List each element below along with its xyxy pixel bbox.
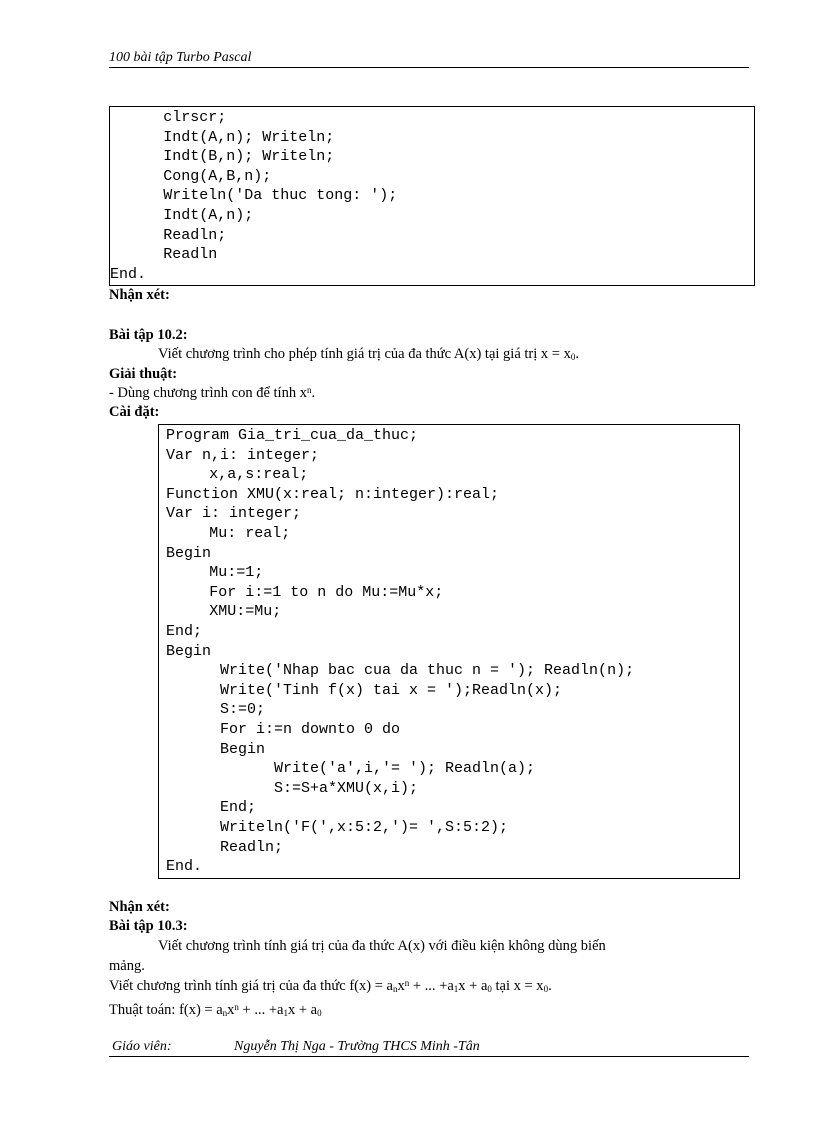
superscript: n bbox=[404, 978, 410, 988]
subscript: 0 bbox=[487, 984, 492, 994]
code-line: For i:=1 to n do Mu:=Mu*x; bbox=[209, 583, 444, 601]
impl-label: Cài đặt: bbox=[109, 404, 160, 420]
algo-x: x bbox=[227, 1002, 235, 1018]
superscript: n bbox=[306, 385, 312, 395]
subscript: n bbox=[392, 984, 398, 994]
code-line: Var i: integer; bbox=[166, 505, 302, 523]
para2-mid: + ... +a bbox=[409, 978, 454, 994]
code-line: XMU:=Mu; bbox=[209, 603, 282, 621]
algorithm-text-content: - Dùng chương trình con để tính x bbox=[109, 385, 307, 401]
code-line: End; bbox=[220, 799, 257, 817]
exercise-3-heading: Bài tập 10.3: bbox=[109, 918, 188, 934]
code-line: Begin bbox=[166, 544, 212, 562]
code-line: Program Gia_tri_cua_da_thuc; bbox=[166, 427, 419, 444]
algo-mid2: x + a bbox=[287, 1002, 318, 1018]
algo-prefix: Thuật toán: f(x) = a bbox=[109, 1002, 223, 1018]
subscript: 1 bbox=[283, 1008, 288, 1018]
remark-1: Nhận xét: bbox=[109, 287, 170, 303]
remark-2-label: Nhận xét bbox=[109, 899, 165, 915]
algo-mid: + ... +a bbox=[238, 1002, 284, 1018]
code-line: S:=S+a*XMU(x,i); bbox=[274, 779, 419, 797]
exercise-3-para1-line1: Viết chương trình tính giá trị của đa thức A(x) với điều kiện không dùng biến bbox=[158, 938, 606, 954]
subscript: 0 bbox=[543, 984, 549, 994]
code-line: For i:=n downto 0 do bbox=[220, 721, 401, 738]
exercise-3-heading-text: Bài tập 10.3 bbox=[109, 918, 183, 934]
para2-suffix: tại x = x bbox=[491, 978, 544, 994]
code-line: Write('Tinh f(x) tai x = ');Readln(x); bbox=[220, 681, 563, 699]
code-line: Writeln('Da thuc tong: '); bbox=[163, 187, 398, 205]
exercise-2-description-text: Viết chương trình cho phép tính giá trị của đa thức A(x) tại giá trị x = x bbox=[158, 346, 571, 362]
exercise-2-description: Viết chương trình cho phép tính giá trị của đa thức A(x) tại giá trị $x = x_0$. bbox=[158, 346, 579, 362]
superscript: n bbox=[234, 1002, 239, 1012]
para2-mid2: x + a bbox=[458, 978, 488, 994]
exercise-3-algorithm bbox=[109, 1002, 322, 1019]
footer-author: Nguyễn Thị Nga - Trường THCS Minh -Tân bbox=[234, 1039, 480, 1054]
algorithm-label: Giải thuật: bbox=[109, 366, 178, 382]
code-line: Begin bbox=[166, 642, 212, 660]
code-line: End; bbox=[166, 623, 203, 640]
code-line: clrscr; bbox=[163, 109, 227, 126]
code-line: Var n,i: integer; bbox=[166, 446, 320, 464]
code-line: Mu: real; bbox=[209, 525, 291, 542]
algorithm-label-text: Giải thuật bbox=[109, 366, 173, 382]
page-footer bbox=[109, 1039, 749, 1057]
exercise-2-heading: Bài tập 10.2: bbox=[109, 327, 188, 343]
remark-1-label: Nhận xét bbox=[109, 287, 165, 303]
code-line: S:=0; bbox=[220, 701, 266, 719]
code-line: Indt(B,n); Writeln; bbox=[163, 148, 335, 166]
code-line: Readln; bbox=[163, 226, 227, 244]
code-line: Writeln('F(',x:5:2,')= ',S:5:2); bbox=[220, 819, 509, 836]
para2-x: x bbox=[397, 978, 405, 994]
code-line: End. bbox=[166, 858, 203, 876]
code-line: Begin bbox=[220, 740, 266, 758]
para2-prefix: Viết chương trình tính giá trị của đa thức f(x) = a bbox=[109, 978, 393, 994]
remark-2: Nhận xét: bbox=[109, 899, 170, 915]
subscript: n bbox=[222, 1008, 228, 1018]
page-header bbox=[109, 50, 749, 68]
code-block-2 bbox=[158, 424, 740, 879]
code-line: Cong(A,B,n); bbox=[163, 167, 272, 185]
code-line: Write('a',i,'= '); Readln(a); bbox=[274, 760, 536, 778]
code-line: Readln bbox=[163, 246, 218, 264]
exercise-3-para1-line2: mảng. bbox=[109, 958, 145, 974]
subscript: 0 bbox=[570, 352, 576, 362]
code-line: Mu:=1; bbox=[209, 564, 264, 582]
subscript: 1 bbox=[453, 984, 459, 994]
code-line: Write('Nhap bac cua da thuc n = '); Readln(n); bbox=[220, 662, 635, 680]
exercise-3-para2: Viết chương trình tính giá trị của đa thức $f(x) = a_nx^n$ + ... $+a_1x + a_0$ tại $x = x_0$. bbox=[109, 978, 552, 994]
code-block-1 bbox=[109, 106, 755, 286]
footer-label: Giáo viên: bbox=[112, 1039, 172, 1054]
algorithm-text: - Dùng chương trình con để tính $x^n$. bbox=[109, 385, 316, 401]
code-line: x,a,s:real; bbox=[209, 466, 309, 484]
code-line: Function XMU(x:real; n:integer):real; bbox=[166, 485, 500, 503]
code-line: End. bbox=[110, 265, 147, 283]
code-line: Readln; bbox=[220, 838, 284, 856]
impl-label-text: Cài đặt bbox=[109, 404, 155, 420]
code-line: Indt(A,n); bbox=[163, 207, 254, 224]
exercise-2-heading-text: Bài tập 10.2 bbox=[109, 327, 183, 343]
header-title: 100 bài tập Turbo Pascal bbox=[109, 50, 252, 65]
code-line: Indt(A,n); Writeln; bbox=[163, 128, 335, 146]
subscript: 0 bbox=[317, 1008, 322, 1018]
